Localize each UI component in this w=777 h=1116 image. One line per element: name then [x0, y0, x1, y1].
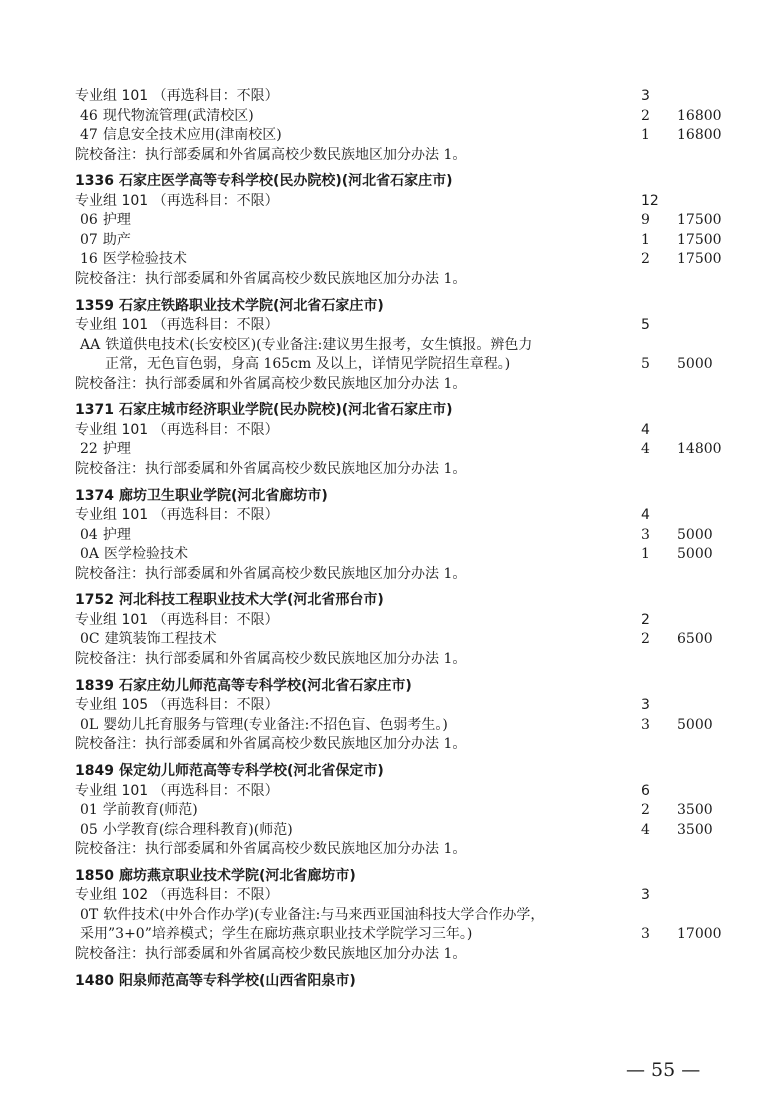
major-row: [0, 231, 777, 251]
major-group-label: 专业组 101 （再选科目：不限）: [75, 507, 279, 524]
major-name: 护理: [102, 526, 131, 543]
major-name: 医学检验技术: [102, 251, 187, 268]
school-note-label: 院校备注：: [75, 736, 145, 753]
major-group-header: [0, 421, 777, 441]
major-group-label: 专业组 101 （再选科目：不限）: [75, 421, 279, 438]
major-group-label: 专业组 102 （再选科目：不限）: [75, 887, 279, 904]
school-header: [0, 867, 777, 887]
school-note-text: 执行部委属和外省属高校少数民族地区加分办法 1。: [145, 146, 467, 163]
school-name: 廊坊燕京职业技术学院(河北省廊坊市): [118, 867, 356, 884]
group-plan-count: 3: [641, 887, 650, 904]
major-name: 护理: [102, 441, 131, 458]
major-code: 01: [80, 802, 98, 819]
major-name: 信息安全技术应用(津南校区): [102, 127, 282, 143]
major-group-header: [0, 782, 777, 802]
major-group-header: [0, 886, 777, 906]
major-row: [0, 211, 777, 231]
school-code: 1336: [75, 173, 114, 190]
major-plan-count: 5: [641, 356, 650, 373]
major-tuition: 3500: [677, 821, 713, 838]
major-name-continued: 采用”3+0”培养模式；学生在廊坊燕京职业技术学院学习三年。): [80, 926, 473, 943]
major-code: 0T: [80, 906, 99, 923]
major-plan-count: 1: [641, 546, 650, 563]
major-group-label: 专业组 105 （再选科目：不限）: [75, 697, 279, 714]
major-row: [0, 821, 777, 841]
school-name: 河北科技工程职业技术大学(河北省邢台市): [118, 592, 384, 609]
major-plan-count: 1: [641, 127, 650, 143]
school-note-label: 院校备注：: [75, 945, 145, 962]
school-note: [0, 735, 777, 755]
major-plan-count: 3: [641, 716, 650, 733]
school-note: [0, 650, 777, 670]
school-name: 保定幼儿师范高等专科学校(河北省保定市): [118, 763, 384, 780]
school-header: [0, 677, 777, 697]
major-group-label: 专业组 101 （再选科目：不限）: [75, 317, 279, 334]
school-note: [0, 565, 777, 585]
major-name-continued: 正常，无色盲色弱，身高 165cm 及以上，详情见学院招生章程。): [105, 356, 511, 373]
school-code: 1371: [75, 402, 114, 419]
school-note-label: 院校备注：: [75, 841, 145, 858]
major-plan-count: 1: [641, 231, 650, 248]
major-tuition: 5000: [677, 546, 713, 563]
school-name: 石家庄铁路职业技术学院(河北省石家庄市): [118, 297, 384, 314]
school-note-text: 执行部委属和外省属高校少数民族地区加分办法 1。: [145, 736, 467, 753]
major-row: [0, 526, 777, 546]
group-plan-count: 2: [641, 611, 650, 628]
major-group-label: 专业组 101 （再选科目：不限）: [75, 88, 279, 104]
major-code: 22: [80, 441, 98, 458]
major-group-header: [0, 316, 777, 336]
school-note: [0, 270, 777, 290]
major-group-header: [0, 506, 777, 526]
school-header: [0, 172, 777, 192]
school-header: [0, 762, 777, 782]
school-note: [0, 840, 777, 860]
major-row: [0, 440, 777, 460]
major-name: 铁道供电技术(长安校区)(专业备注:建议男生报考，女生慎报。辨色力: [105, 336, 533, 353]
major-tuition: 5000: [677, 716, 713, 733]
major-tuition: 5000: [677, 356, 713, 373]
major-tuition: 3500: [677, 802, 713, 819]
major-plan-count: 3: [641, 926, 650, 943]
school-name: 石家庄医学高等专科学校(民办院校)(河北省石家庄市): [118, 173, 453, 190]
major-group-label: 专业组 101 （再选科目：不限）: [75, 192, 279, 209]
major-code: 46: [80, 107, 98, 124]
major-group-label: 专业组 101 （再选科目：不限）: [75, 611, 279, 628]
major-name: 助产: [102, 231, 131, 248]
major-row-continued: [0, 925, 777, 945]
group-plan-count: 3: [641, 697, 650, 714]
major-code: 16: [80, 251, 98, 268]
major-name: 小学教育(综合理科教育)(师范): [102, 821, 293, 838]
major-group-label: 专业组 101 （再选科目：不限）: [75, 782, 279, 799]
school-note-text: 执行部委属和外省属高校少数民族地区加分办法 1。: [145, 565, 467, 582]
major-plan-count: 2: [641, 251, 650, 268]
school-note-text: 执行部委属和外省属高校少数民族地区加分办法 1。: [145, 945, 467, 962]
major-row-continued: [0, 355, 777, 375]
school-note: [0, 945, 777, 965]
school-code: 1850: [75, 867, 114, 884]
school-code: 1849: [75, 763, 114, 780]
major-group-header: [0, 611, 777, 631]
major-row: [0, 906, 777, 926]
school-code: 1480: [75, 972, 114, 989]
major-row: [0, 545, 777, 565]
school-note-label: 院校备注：: [75, 375, 145, 392]
school-note-label: 院校备注：: [75, 146, 145, 163]
group-plan-count: 12: [641, 192, 659, 209]
page-number: — 55 —: [626, 1059, 701, 1081]
major-code: 0A: [80, 546, 100, 563]
major-code: 47: [80, 127, 98, 143]
major-tuition: 17500: [677, 212, 722, 229]
major-row: [0, 250, 777, 270]
major-plan-count: 2: [641, 802, 650, 819]
school-note-label: 院校备注：: [75, 650, 145, 667]
major-tuition: 17000: [677, 926, 722, 943]
major-tuition: 16800: [677, 127, 722, 143]
major-name: 现代物流管理(武清校区): [102, 107, 254, 124]
major-code: 0L: [80, 716, 99, 733]
major-plan-count: 2: [641, 631, 650, 648]
major-group-header: [0, 696, 777, 716]
school-header: [0, 591, 777, 611]
major-row: [0, 630, 777, 650]
major-group-header: [0, 192, 777, 212]
major-tuition: 16800: [677, 107, 722, 124]
major-code: AA: [80, 336, 101, 353]
school-code: 1359: [75, 297, 114, 314]
group-plan-count: 6: [641, 782, 650, 799]
major-row: [0, 336, 777, 356]
school-note-label: 院校备注：: [75, 460, 145, 477]
school-code: 1752: [75, 592, 114, 609]
school-code: 1374: [75, 487, 114, 504]
major-code: 06: [80, 212, 98, 229]
major-code: 0C: [80, 631, 100, 648]
group-plan-count: 3: [641, 88, 650, 104]
major-row: [0, 801, 777, 821]
major-plan-count: 4: [641, 441, 650, 458]
major-code: 07: [80, 231, 98, 248]
school-note-text: 执行部委属和外省属高校少数民族地区加分办法 1。: [145, 375, 467, 392]
school-note-text: 执行部委属和外省属高校少数民族地区加分办法 1。: [145, 650, 467, 667]
major-tuition: 6500: [677, 631, 713, 648]
school-header: [0, 401, 777, 421]
school-note: [0, 460, 777, 480]
major-name: 软件技术(中外合作办学)(专业备注:与马来西亚国油科技大学合作办学，: [103, 906, 545, 923]
school-note-text: 执行部委属和外省属高校少数民族地区加分办法 1。: [145, 270, 467, 287]
major-row: [0, 126, 777, 146]
school-note-text: 执行部委属和外省属高校少数民族地区加分办法 1。: [145, 841, 467, 858]
major-name: 建筑装饰工程技术: [104, 631, 217, 648]
group-plan-count: 4: [641, 507, 650, 524]
major-name: 医学检验技术: [104, 546, 189, 563]
school-note-label: 院校备注：: [75, 270, 145, 287]
school-name: 廊坊卫生职业学院(河北省廊坊市): [118, 487, 328, 504]
school-note: [0, 146, 777, 166]
admission-plan-listing: [0, 87, 777, 991]
school-note-label: 院校备注：: [75, 565, 145, 582]
major-plan-count: 9: [641, 212, 650, 229]
major-plan-count: 4: [641, 821, 650, 838]
major-plan-count: 2: [641, 107, 650, 124]
group-plan-count: 5: [641, 317, 650, 334]
major-code: 05: [80, 821, 98, 838]
school-name: 石家庄城市经济职业学院(民办院校)(河北省石家庄市): [118, 402, 453, 419]
group-plan-count: 4: [641, 421, 650, 438]
major-group-header: [0, 87, 777, 107]
school-header: [0, 972, 777, 992]
major-code: 04: [80, 526, 98, 543]
major-row: [0, 107, 777, 127]
school-header: [0, 487, 777, 507]
major-name: 婴幼儿托育服务与管理(专业备注:不招色盲、色弱考生。): [103, 716, 448, 733]
major-tuition: 5000: [677, 526, 713, 543]
school-name: 石家庄幼儿师范高等专科学校(河北省石家庄市): [118, 677, 412, 694]
school-note: [0, 375, 777, 395]
major-name: 护理: [102, 212, 131, 229]
school-code: 1839: [75, 677, 114, 694]
school-note-text: 执行部委属和外省属高校少数民族地区加分办法 1。: [145, 460, 467, 477]
major-plan-count: 3: [641, 526, 650, 543]
major-name: 学前教育(师范): [102, 802, 198, 819]
major-tuition: 17500: [677, 231, 722, 248]
major-row: [0, 716, 777, 736]
major-tuition: 14800: [677, 441, 722, 458]
school-header: [0, 297, 777, 317]
school-name: 阳泉师范高等专科学校(山西省阳泉市): [118, 972, 356, 989]
major-tuition: 17500: [677, 251, 722, 268]
